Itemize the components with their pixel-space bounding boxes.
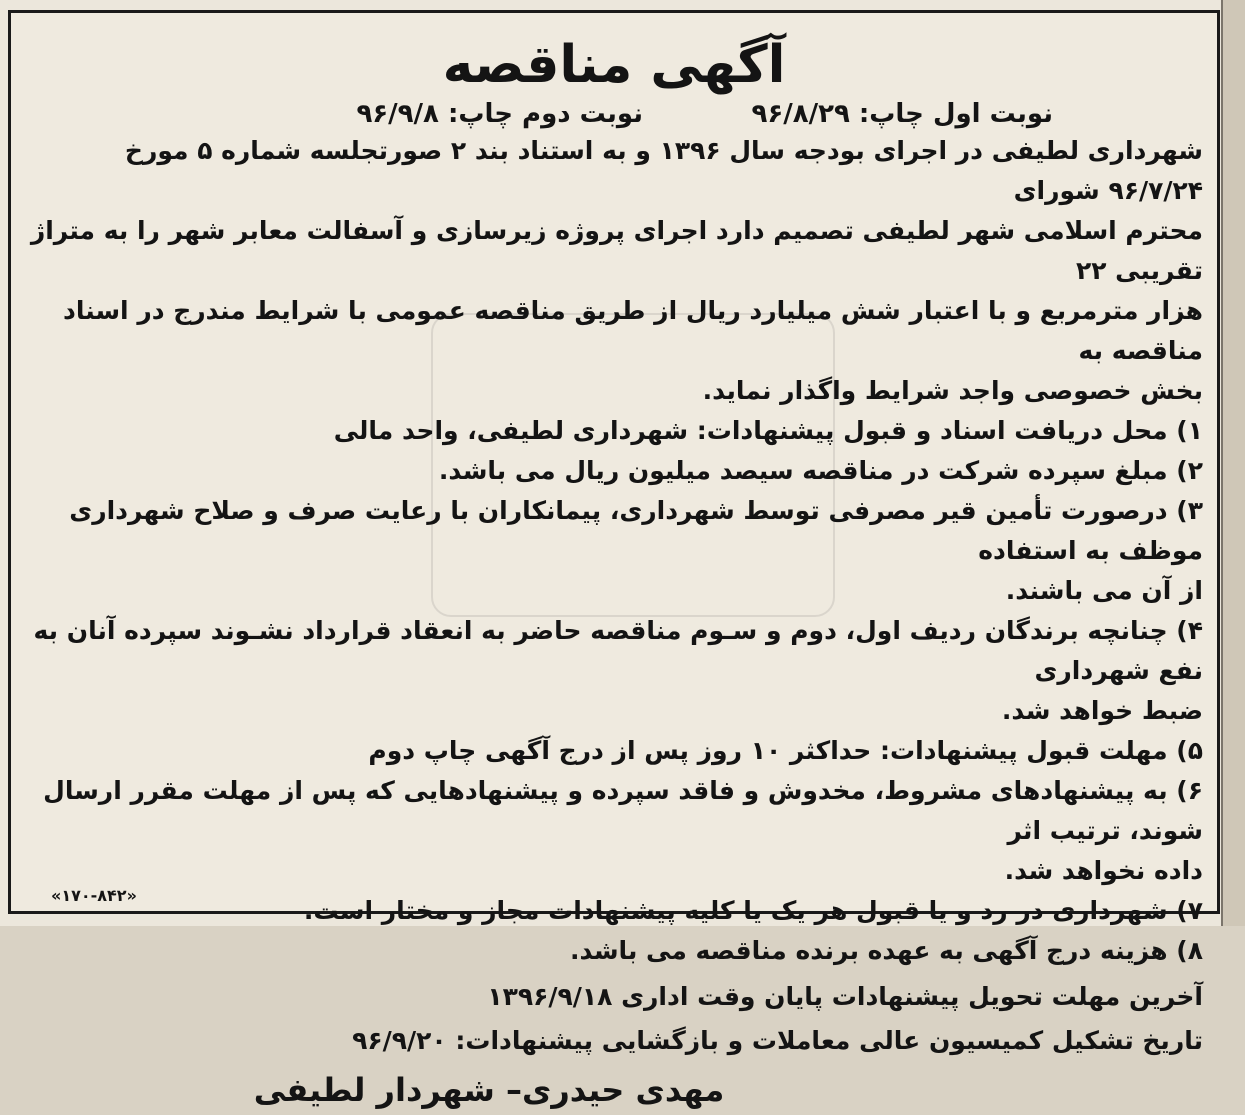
condition-item: ۴) چنانچه برندگان ردیف اول، دوم و سـوم مناقصه حاضر به انعقاد قرارداد نشـوند سپرده آنان به نفع شهرداری	[33, 616, 1203, 685]
condition-item: از آن می باشند.	[1005, 576, 1203, 605]
notice-title: آگهی مناقصه	[442, 35, 786, 95]
notice-content	[25, 19, 1203, 1109]
intro-line: هزار مترمربع و با اعتبار شش میلیارد ریال از طریق مناقصه عمومی با شرایط مندرج در اسناد مناقصه به	[63, 296, 1203, 365]
condition-item: ۳) درصورت تأمین قیر مصرفی توسط شهرداری، پیمانکاران با رعایت صرف و صلاح شهرداری موظف به استفاده	[69, 496, 1203, 565]
first-print-date: نوبت اول چاپ: ۹۶/۸/۲۹	[751, 99, 1053, 129]
intro-line: محترم اسلامی شهر لطیفی تصمیم دارد اجرای پروژه زیرسازی و آسفالت معابر شهر را به متراژ تقریبی ۲۲	[30, 216, 1203, 285]
condition-item: ۷) شهرداری در رد و یا قبول هر یک یا کلیه پیشنهادات مجاز و مختار است.	[303, 896, 1203, 925]
intro-line: شهرداری لطیفی در اجرای بودجه سال ۱۳۹۶ و به استناد بند ۲ صورتجلسه شماره ۵ مورخ ۹۶/۷/۲۴ شورای	[124, 136, 1203, 205]
condition-item: ۵) مهلت قبول پیشنهادات: حداکثر ۱۰ روز پس از درج آگهی چاپ دوم	[368, 736, 1203, 765]
condition-item: ۶) به پیشنهادهای مشروط، مخدوش و فاقد سپرده و پیشنهادهایی که پس از مهلت مقرر ارسال شوند، ترتیب اثر	[43, 776, 1203, 845]
second-print-date: نوبت دوم چاپ: ۹۶/۹/۸	[356, 99, 643, 129]
tender-notice-frame	[8, 10, 1220, 1109]
submission-deadline: آخرین مهلت تحویل پیشنهادات پایان وقت اداری ۱۳۹۶/۹/۱۸	[487, 982, 1203, 1011]
adjacent-column-strip	[1221, 0, 1245, 926]
ad-code: «۱۷۰-۸۴۲»	[51, 886, 137, 905]
print-dates	[25, 97, 1203, 131]
condition-item: ۱) محل دریافت اسناد و قبول پیشنهادات: شهرداری لطیفی، واحد مالی	[333, 416, 1203, 445]
condition-item: ۸) هزینه درج آگهی به عهده برنده مناقصه می باشد.	[570, 936, 1203, 965]
condition-item: ضبط خواهد شد.	[1001, 696, 1203, 725]
committee-date: تاریخ تشکیل کمیسیون عالی معاملات و بازگشایی پیشنهادات: ۹۶/۹/۲۰	[352, 1026, 1203, 1055]
intro-line: بخش خصوصی واجد شرایط واگذار نماید.	[702, 376, 1203, 405]
signature: مهدی حیدری– شهردار لطیفی	[253, 1071, 725, 1109]
condition-item: ۲) مبلغ سپرده شرکت در مناقصه سیصد میلیون ریال می باشد.	[438, 456, 1203, 485]
condition-item: داده نخواهد شد.	[1004, 856, 1203, 885]
